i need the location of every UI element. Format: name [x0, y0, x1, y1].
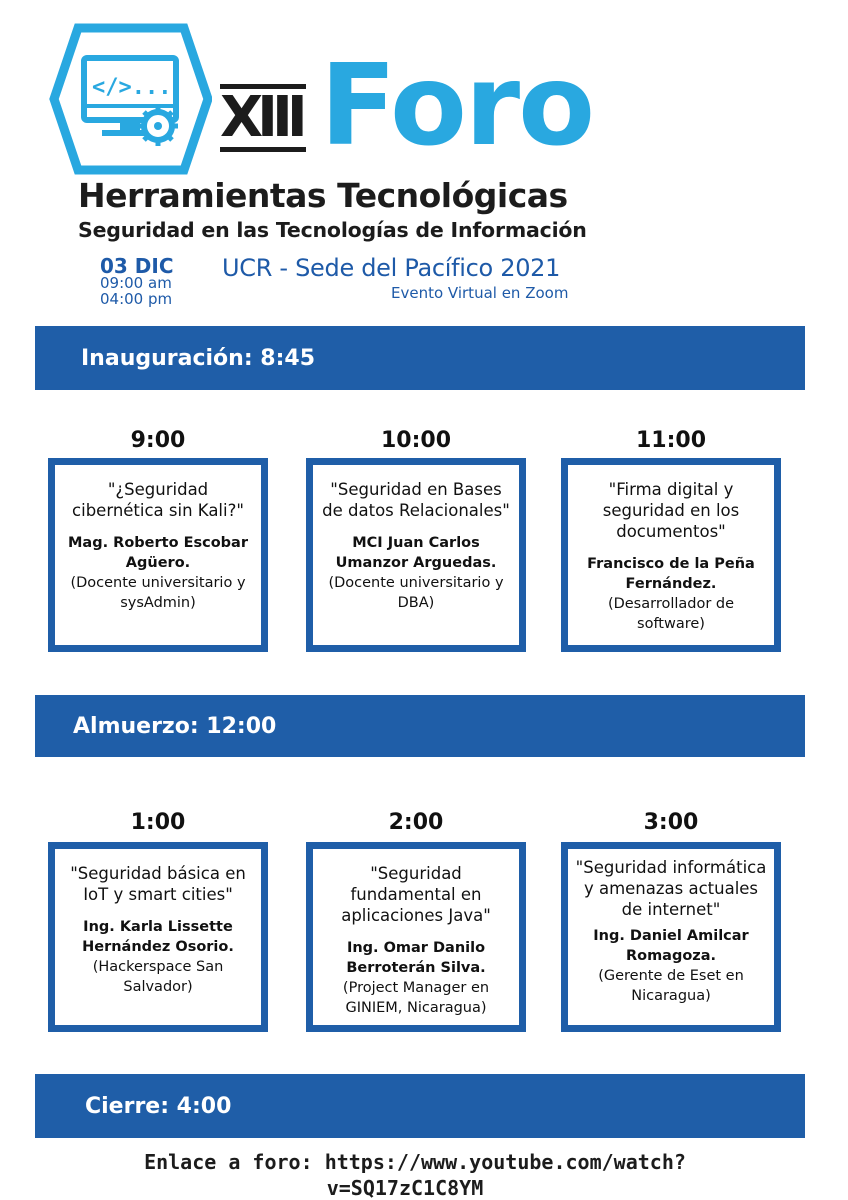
session-speaker-role: (Project Manager en GINIEM, Nicaragua): [342, 980, 490, 1016]
event-time-start: 09:00 am: [100, 274, 172, 292]
event-name: Foro: [320, 41, 594, 171]
forum-link-url-cont[interactable]: v=SQ17zC1C8YM: [326, 1176, 484, 1200]
session-card: [306, 458, 526, 652]
lunch-bar: [35, 695, 805, 757]
session-card: [48, 458, 268, 652]
session-speaker: Francisco de la Peña Fernández.: [587, 556, 755, 592]
session-speaker-role: (Hackerspace San Salvador): [92, 959, 224, 995]
session-card: [306, 842, 526, 1032]
session-time: 9:00: [130, 428, 186, 453]
monitor-code-gear-icon: [44, 20, 212, 178]
opening-label: Inauguración: 8:45: [81, 345, 315, 371]
session-speaker-role: (Gerente de Eset en Nicaragua): [598, 968, 744, 1004]
session-time: 2:00: [388, 810, 444, 835]
session-talk-title: "Seguridad en Bases de datos Relacionales": [322, 480, 510, 520]
event-subtitle: Seguridad en las Tecnologías de Información: [78, 218, 587, 242]
event-time-end: 04:00 pm: [100, 290, 173, 308]
session-speaker-role: (Desarrollador de software): [607, 596, 735, 632]
session-talk-title: "Seguridad informática y amenazas actuales de internet": [575, 858, 767, 919]
session-speaker: Ing. Daniel Amilcar Romagoza.: [593, 928, 749, 964]
session-speaker: MCI Juan Carlos Umanzor Arguedas.: [335, 535, 497, 571]
session-talk-title: "¿Seguridad cibernética sin Kali?": [72, 480, 244, 520]
forum-link-label: Enlace a foro:: [144, 1150, 313, 1174]
event-venue: UCR - Sede del Pacífico 2021: [222, 254, 561, 282]
session-speaker: Ing. Omar Danilo Berroterán Silva.: [346, 940, 486, 976]
session-speaker-role: (Docente universitario y DBA): [328, 575, 504, 611]
session-time: 3:00: [643, 810, 699, 835]
closing-label: Cierre: 4:00: [85, 1093, 232, 1119]
session-talk-title: "Seguridad básica en IoT y smart cities": [70, 864, 246, 904]
event-title: Herramientas Tecnológicas: [78, 176, 568, 215]
forum-link-url[interactable]: https://www.youtube.com/watch?: [324, 1150, 686, 1174]
session-speaker: Ing. Karla Lissette Hernández Osorio.: [82, 919, 234, 955]
forum-link-line-2: [0, 1176, 820, 1200]
session-card: [561, 458, 781, 652]
session-speaker-role: (Docente universitario y sysAdmin): [70, 575, 246, 611]
session-card: [48, 842, 268, 1032]
event-date: 03 DIC: [100, 254, 174, 278]
lunch-label: Almuerzo: 12:00: [73, 713, 277, 739]
session-talk-title: "Firma digital y seguridad en los documentos": [602, 480, 740, 541]
session-time: 10:00: [380, 428, 452, 453]
session-speaker: Mag. Roberto Escobar Agüero.: [68, 535, 248, 571]
session-card: [561, 842, 781, 1032]
session-time: 11:00: [635, 428, 707, 453]
forum-link-line: [0, 1150, 830, 1174]
closing-bar: [35, 1074, 805, 1138]
opening-bar: [35, 326, 805, 390]
edition-number: XIII: [220, 84, 306, 152]
session-time: 1:00: [130, 810, 186, 835]
event-venue-detail: Evento Virtual en Zoom: [391, 284, 569, 302]
logo-code-text: </>...: [92, 75, 172, 100]
session-talk-title: "Seguridad fundamental en aplicaciones Java": [341, 864, 491, 925]
